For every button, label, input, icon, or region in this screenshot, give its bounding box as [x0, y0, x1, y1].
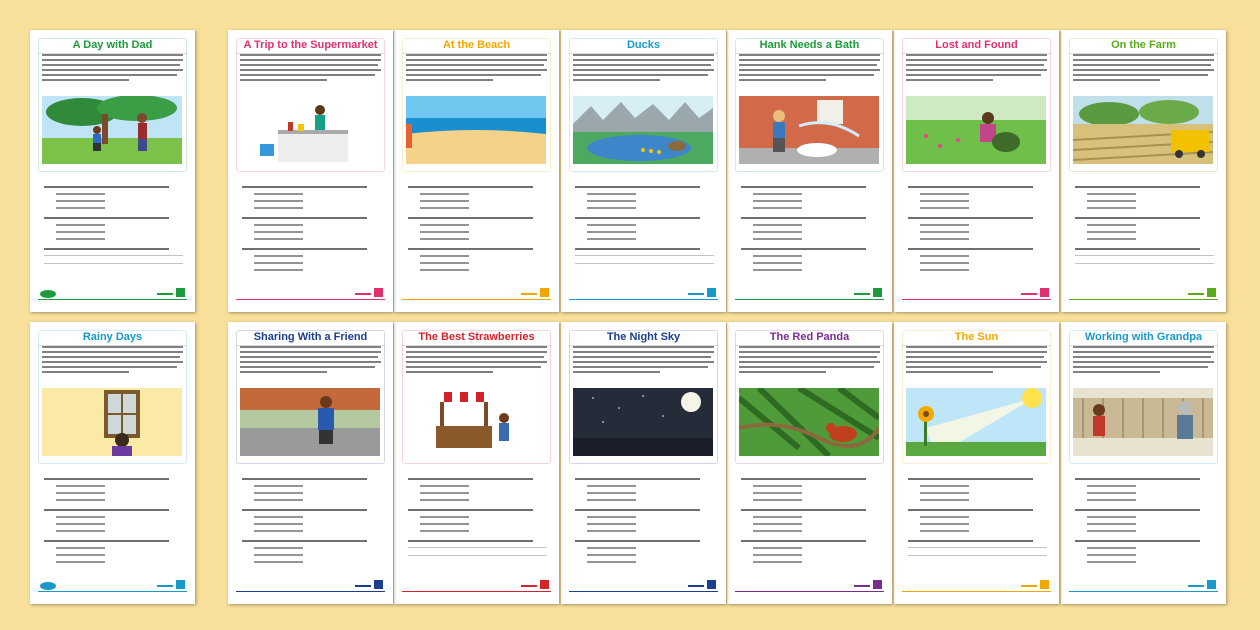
level-badge-icon [540, 288, 549, 297]
footer-site-text [157, 585, 173, 587]
story-text [573, 54, 714, 84]
footer-site-text [854, 293, 870, 295]
page-title: On the Farm [1069, 39, 1218, 54]
level-badge-icon [873, 580, 882, 589]
level-badge-icon [1207, 288, 1216, 297]
footer-rule [569, 299, 718, 300]
comprehension-questions [408, 178, 547, 276]
footer-site-text [688, 293, 704, 295]
story-text [573, 346, 714, 376]
story-text [1073, 346, 1214, 376]
story-text [1073, 54, 1214, 84]
worksheet-page [894, 322, 1059, 604]
footer-site-text [1021, 293, 1037, 295]
level-badge-icon [1207, 580, 1216, 589]
brand-logo-icon [238, 582, 254, 590]
comprehension-questions [575, 178, 714, 271]
level-badge-icon [707, 580, 716, 589]
worksheet-row-top [30, 30, 1230, 312]
story-text [406, 54, 547, 84]
level-badge-icon [540, 580, 549, 589]
footer-site-text [854, 585, 870, 587]
comprehension-questions [408, 470, 547, 563]
brand-logo-icon [737, 582, 753, 590]
level-badge-icon [176, 580, 185, 589]
worksheet-page [30, 30, 195, 312]
footer-rule [569, 591, 718, 592]
story-illustration [906, 96, 1046, 164]
brand-logo-icon [404, 290, 420, 298]
worksheet-page [1061, 322, 1226, 604]
level-badge-icon [873, 288, 882, 297]
brand-logo-icon [571, 582, 587, 590]
comprehension-questions [44, 178, 183, 271]
brand-logo-icon [238, 290, 254, 298]
brand-logo-icon [40, 582, 56, 590]
comprehension-questions [908, 178, 1047, 276]
brand-logo-icon [904, 290, 920, 298]
comprehension-questions [242, 470, 381, 568]
footer-rule [902, 591, 1051, 592]
story-illustration [406, 96, 546, 164]
page-title: The Night Sky [569, 331, 718, 346]
worksheet-page [561, 30, 726, 312]
level-badge-icon [1040, 580, 1049, 589]
footer-rule [38, 299, 187, 300]
brand-logo-icon [904, 582, 920, 590]
page-title: A Trip to the Supermarket [236, 39, 385, 54]
story-text [42, 346, 183, 376]
brand-logo-icon [737, 290, 753, 298]
comprehension-questions [741, 470, 880, 568]
worksheet-page [228, 30, 393, 312]
page-title: Lost and Found [902, 39, 1051, 54]
story-illustration [739, 388, 879, 456]
level-badge-icon [374, 580, 383, 589]
page-title: Rainy Days [38, 331, 187, 346]
footer-rule [236, 299, 385, 300]
story-text [906, 346, 1047, 376]
page-title: A Day with Dad [38, 39, 187, 54]
story-illustration [573, 388, 713, 456]
footer-rule [1069, 591, 1218, 592]
level-badge-icon [374, 288, 383, 297]
footer-rule [902, 299, 1051, 300]
comprehension-questions [1075, 178, 1214, 271]
footer-site-text [157, 293, 173, 295]
worksheet-page [1061, 30, 1226, 312]
story-illustration [1073, 96, 1213, 164]
story-text [240, 346, 381, 376]
footer-site-text [1021, 585, 1037, 587]
page-title: The Best Strawberries [402, 331, 551, 346]
worksheet-row-bottom [30, 322, 1230, 604]
comprehension-questions [741, 178, 880, 276]
comprehension-questions [1075, 470, 1214, 568]
story-illustration [42, 388, 182, 456]
worksheet-page [394, 30, 559, 312]
comprehension-questions [908, 470, 1047, 563]
story-text [42, 54, 183, 84]
footer-site-text [1188, 293, 1204, 295]
level-badge-icon [707, 288, 716, 297]
story-text [406, 346, 547, 376]
worksheet-page [228, 322, 393, 604]
worksheet-page [894, 30, 1059, 312]
story-illustration [906, 388, 1046, 456]
footer-rule [735, 299, 884, 300]
brand-logo-icon [1071, 290, 1087, 298]
footer-rule [735, 591, 884, 592]
footer-site-text [355, 293, 371, 295]
footer-site-text [355, 585, 371, 587]
comprehension-questions [242, 178, 381, 276]
story-text [240, 54, 381, 84]
page-title: At the Beach [402, 39, 551, 54]
page-title: Working with Grandpa [1069, 331, 1218, 346]
comprehension-questions [44, 470, 183, 568]
level-badge-icon [176, 288, 185, 297]
worksheet-collection [30, 30, 1230, 604]
brand-logo-icon [571, 290, 587, 298]
page-title: The Red Panda [735, 331, 884, 346]
story-text [739, 346, 880, 376]
footer-site-text [521, 293, 537, 295]
comprehension-questions [575, 470, 714, 568]
story-illustration [406, 388, 546, 456]
page-title: Hank Needs a Bath [735, 39, 884, 54]
story-illustration [573, 96, 713, 164]
footer-rule [236, 591, 385, 592]
page-title: Ducks [569, 39, 718, 54]
page-title: The Sun [902, 331, 1051, 346]
worksheet-page [727, 322, 892, 604]
footer-rule [402, 591, 551, 592]
story-illustration [1073, 388, 1213, 456]
page-title: Sharing With a Friend [236, 331, 385, 346]
story-illustration [739, 96, 879, 164]
worksheet-page [727, 30, 892, 312]
worksheet-page [30, 322, 195, 604]
footer-rule [402, 299, 551, 300]
worksheet-page [394, 322, 559, 604]
brand-logo-icon [1071, 582, 1087, 590]
footer-site-text [521, 585, 537, 587]
footer-site-text [1188, 585, 1204, 587]
story-illustration [42, 96, 182, 164]
story-illustration [240, 96, 380, 164]
story-illustration [240, 388, 380, 456]
footer-site-text [688, 585, 704, 587]
story-text [906, 54, 1047, 84]
brand-logo-icon [404, 582, 420, 590]
worksheet-page [561, 322, 726, 604]
footer-rule [38, 591, 187, 592]
story-text [739, 54, 880, 84]
level-badge-icon [1040, 288, 1049, 297]
footer-rule [1069, 299, 1218, 300]
brand-logo-icon [40, 290, 56, 298]
